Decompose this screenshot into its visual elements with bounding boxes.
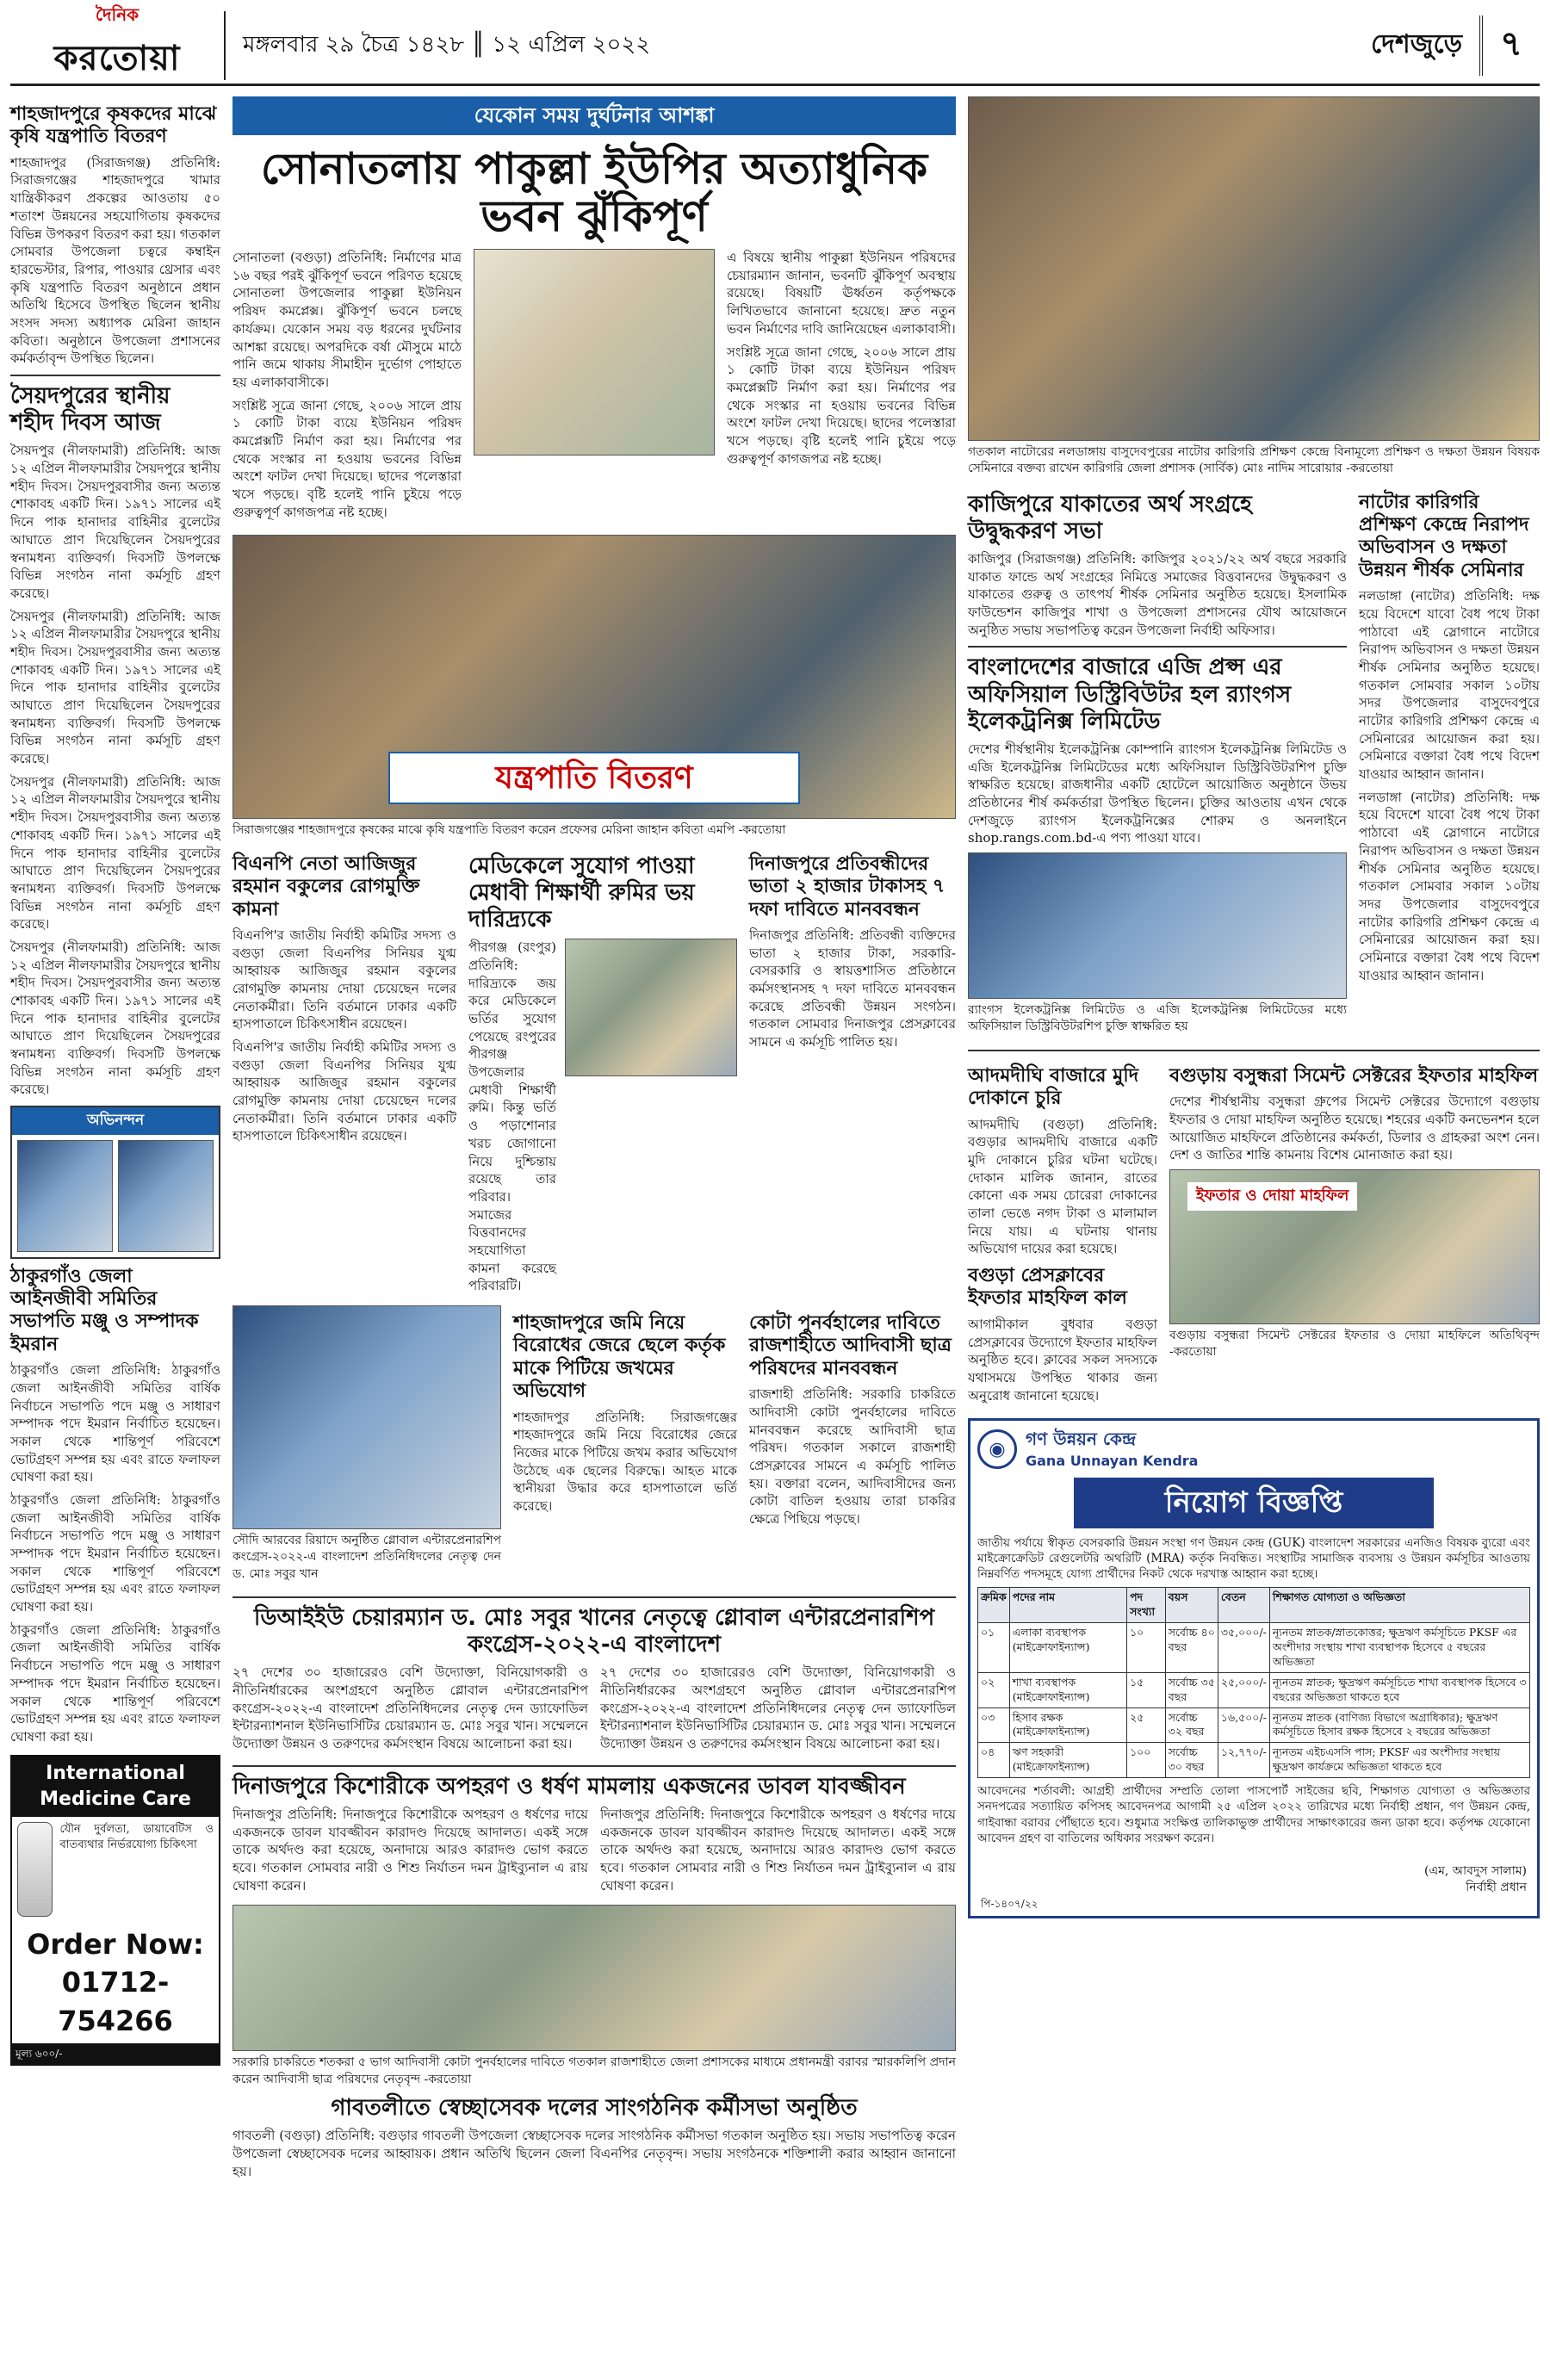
column-left [10, 96, 220, 2066]
column-center [232, 96, 956, 2185]
column-right [968, 96, 1540, 1918]
signatory-title: নির্বাহী প্রধান [1466, 1881, 1527, 1895]
story-body: ২৭ দেশের ৩০ হাজারেরও বেশি উদ্যোক্তা, বিনিয়োগকারী ও নীতিনির্ধারকের অংশগ্রহণে অনুষ্ঠিত গ্লোবাল এন্টারপ্রেনারশিপ কংগ্রেস-২০২২-এ বাংলাদেশ প্রতিনিধিদলের নেতৃত্ব দেন ড্যাফোডিল ইন্টারন্যাশনাল ইউনিভার্সিটির চেয়ারম্যান ড. মোঃ সবুর খান। সম্মেলনে উদ্যোক্তা উন্নয়ন ও তরুণদের কর্মসংস্থান বিষয়ে আলোচনা করা হয়। [232, 1664, 588, 1752]
page-number: ৭ [1479, 15, 1540, 76]
vacancy-table-row [978, 1743, 1530, 1778]
vacancy-cell: এলাকা ব্যবস্থাপক (মাইক্রোফাইন্যান্স) [1009, 1623, 1126, 1673]
photo-caption: র‌্যাংগস ইলেকট্রনিক্স লিমিটেড ও এজি ইলেকট্রনিক্স লিমিটেডের মধ্যে অফিসিয়াল ডিস্ট্রিবিউটরশিপ চুক্তি স্বাক্ষরিত হয় [968, 1003, 1347, 1034]
photo-caption: বগুড়ায় বসুন্ধরা সিমেন্ট সেক্টরের ইফতার ও দোয়া মাহফিলে অতিথিবৃন্দ -করতোয়া [1169, 1328, 1540, 1360]
vacancy-cell: সর্বোচ্চ ৩৫ বছর [1165, 1672, 1218, 1708]
job-ad-conditions: আবেদনের শর্তাবলী: আগ্রহী প্রার্থীদের সম্প্রতি তোলা পাসপোর্ট সাইজের ছবি, শিক্ষাগত যোগ্যতা ও অভিজ্ঞতার সনদপত্রের সত্যায়িত কপিসহ আবেদনপত্র আগামী ২৫ এপ্রিল ২০২২ তারিখের মধ্যে নির্বাহী প্রধান, গণ উন্নয়ন কেন্দ্র, গাইবান্ধা বরাবর পৌঁছাতে হবে। শুধুমাত্র সংক্ষিপ্ত তালিকাভুক্ত প্রার্থীদের সাক্ষাৎকারের জন্য ডাকা হবে। কর্তৃপক্ষ যেকোনো আবেদন গ্রহণ বা বাতিলের অধিকার সংরক্ষণ করেন। [977, 1784, 1530, 1845]
student-photo [565, 939, 737, 1076]
vacancy-table [977, 1587, 1530, 1778]
vacancy-header-cell: পদের নাম [1009, 1588, 1126, 1623]
photo-caption: সরকারি চাকরিতে শতকরা ৫ ভাগ আদিবাসী কোটা পুনর্বহালের দাবিতে গতকাল রাজশাহীতে জেলা প্রশাসকের মাধ্যমে প্রধানমন্ত্রী বরাবর স্মারকলিপি প্রদান করেন আদিবাসী ছাত্র পরিষদের নেতৃবৃন্দ -করতোয়া [232, 2055, 956, 2086]
vacancy-cell: ৩৫,০০০/- [1218, 1623, 1269, 1673]
vacancy-table-row [978, 1708, 1530, 1743]
story-headline: ডিআইইউ চেয়ারম্যান ড. মোঃ সবুর খানের নেতৃত্বে গ্লোবাল এন্টারপ্রেনারশিপ কংগ্রেস-২০২২-এ বাংলাদেশ [253, 1604, 935, 1658]
vacancy-table-row [978, 1623, 1530, 1673]
story-body: সৈয়দপুর (নীলফামারী) প্রতিনিধি: আজ ১২ এপ্রিল নীলফামারীর সৈয়দপুরে স্থানীয় শহীদ দিবস। সৈয়দপুরবাসীর জন্য অত্যন্ত শোকাবহ একটি দিন। ১৯৭১ সালের এই দিনে পাক হানাদার বাহিনীর বুলেটের আঘাতে প্রাণ দিয়েছিলেন সৈয়দপুরের স্বনামধন্য ব্যক্তিবর্গ। দিবসটি উপলক্ষে বিভিন্ন সংগঠন নানা কর্মসূচি গ্রহণ করেছে। [10, 939, 220, 1098]
vacancy-cell: ০৩ [978, 1708, 1010, 1743]
event-banner: যন্ত্রপাতি বিতরণ [388, 752, 800, 805]
vacancy-cell: ০২ [978, 1672, 1010, 1708]
story-body: নলডাঙ্গা (নাটোর) প্রতিনিধি: দক্ষ হয়ে বিদেশে যাবো বৈধ পথে টাকা পাঠাবো এই স্লোগানে নাটোরে নিরাপদ অভিবাসন ও দক্ষতা উন্নয়ন শীর্ষক সেমিনার অনুষ্ঠিত হয়েছে। গতকাল সোমবার সকাল ১০টায় সদর উপজেলার বাসুদেবপুরে নাটোর কারিগরি প্রশিক্ষণ কেন্দ্রে এ সেমিনারের আয়োজন করা হয়। সেমিনারে বক্তারা বৈধ পথে বিদেশ যাওয়ার আহ্বান জানান। [1359, 588, 1540, 783]
lawyer-photos [12, 1135, 219, 1257]
story-body: দেশের শীর্ষস্থানীয় ইলেকট্রনিক্স কোম্পানি র‌্যাংগস ইলেকট্রনিক্স লিমিটেড ও এজি ইলেকট্রনিক্স লিমিটেডের মধ্যে অফিসিয়াল ডিস্ট্রিবিউটরশিপ চুক্তি স্বাক্ষরিত হয়েছে। রাজধানীর একটি হোটেলে আয়োজিত অনুষ্ঠানে উভয় প্রতিষ্ঠানের শীর্ষ কর্মকর্তারা উপস্থিত ছিলেন। চুক্তির আওতায় এখন থেকে দেশজুড়ে র‌্যাংগস ইলেকট্রনিক্সের শোরুম ও অনলাইনে shop.rangs.com.bd-এ পণ্য পাওয়া যাবে। [968, 741, 1347, 846]
logo-small: দৈনিক [95, 3, 140, 25]
vacancy-cell: ঋণ সহকারী (মাইক্রোফাইন্যান্স) [1009, 1743, 1126, 1778]
story-body: দিনাজপুর প্রতিনিধি: দিনাজপুরে কিশোরীকে অপহরণ ও ধর্ষণের দায়ে একজনকে ডাবল যাবজ্জীবন কারাদণ্ড দিয়েছে আদালত। একই সঙ্গে তাকে অর্থদণ্ড করা হয়েছে, অনাদায়ে আরও কারাদণ্ড ভোগ করতে হবে। গতকাল সোমবার নারী ও শিশু নির্যাতন দমন ট্রাইব্যুনাল এ রায় ঘোষণা করেন। [232, 1806, 588, 1893]
story-body: আদমদীঘি (বগুড়া) প্রতিনিধি: বগুড়ার আদমদীঘি বাজারে একটি মুদি দোকানে চুরির ঘটনা ঘটেছে। দোকান মালিক জানান, রাতের কোনো এক সময় চোরেরা দোকানের তালা ভেঙে নগদ টাকা ও মালামাল নিয়ে যায়। এ ঘটনায় থানায় অভিযোগ দায়ের করা হয়েছে। [968, 1116, 1157, 1257]
story-body: এ বিষয়ে স্থানীয় পাকুল্লা ইউনিয়ন পরিষদের চেয়ারম্যান জানান, ভবনটি ঝুঁকিপূর্ণ অবস্থায় রয়েছে। বিষয়টি ঊর্ধ্বতন কর্তৃপক্ষকে লিখিতভাবে জানানো হয়েছে। দ্রুত নতুন ভবন নির্মাণের দাবি জানিয়েছেন এলাকাবাসী। [727, 250, 956, 337]
organization-name-en: Gana Unnayan Kendra [1026, 1452, 1199, 1469]
vacancy-cell: ১৬,৫০০/- [1218, 1708, 1269, 1743]
photo-caption: সিরাজগঞ্জের শাহজাদপুরে কৃষকের মাঝে কৃষি যন্ত্রপাতি বিতরণ করেন প্রফেসর মেরিনা জাহান কবিতা এমপি -করতোয়া [232, 823, 786, 838]
vacancy-cell: শাখা ব্যবস্থাপক (মাইক্রোফাইন্যান্স) [1009, 1672, 1126, 1708]
story-body: ঠাকুরগাঁও জেলা প্রতিনিধি: ঠাকুরগাঁও জেলা আইনজীবী সমিতির বার্ষিক নির্বাচনে সভাপতি পদে মঞ্জু ও সাধারণ সম্পাদক পদে ইমরান নির্বাচিত হয়েছেন। সকাল থেকে শান্তিপূর্ণ পরিবেশে ভোটগ্রহণ সম্পন্ন হয় এবং রাতে ফলাফল ঘোষণা করা হয়। [10, 1491, 220, 1615]
story-headline: গাবতলীতে স্বেচ্ছাসেবক দলের সাংগঠনিক কর্মীসভা অনুষ্ঠিত [331, 2095, 858, 2122]
job-ad-title: নিয়োগ বিজ্ঞপ্তি [1074, 1478, 1434, 1528]
story-body: ঠাকুরগাঁও জেলা প্রতিনিধি: ঠাকুরগাঁও জেলা আইনজীবী সমিতির বার্ষিক নির্বাচনে সভাপতি পদে মঞ্জু ও সাধারণ সম্পাদক পদে ইমরান নির্বাচিত হয়েছেন। সকাল থেকে শান্তিপূর্ণ পরিবেশে ভোটগ্রহণ সম্পন্ন হয় এবং রাতে ফলাফল ঘোষণা করা হয়। [10, 1362, 220, 1485]
story-headline: শাহজাদপুরে জমি নিয়ে বিরোধের জেরে ছেলে কর্তৃক মাকে পিটিয়ে জখমের অভিযোগ [513, 1312, 726, 1403]
building-photo [474, 249, 715, 456]
story-body: ঠাকুরগাঁও জেলা প্রতিনিধি: ঠাকুরগাঁও জেলা আইনজীবী সমিতির বার্ষিক নির্বাচনে সভাপতি পদে মঞ্জু ও সাধারণ সম্পাদক পদে ইমরান নির্বাচিত হয়েছেন। সকাল থেকে শান্তিপূর্ণ পরিবেশে ভোটগ্রহণ সম্পন্ন হয় এবং রাতে ফলাফল ঘোষণা করা হয়। [10, 1621, 220, 1745]
divider [232, 1596, 956, 1598]
story-headline: বাংলাদেশের বাজারে এজি প্রপ্স এর অফিসিয়াল ডিস্ট্রিবিউটর হল র‌্যাংগস ইলেকট্রনিক্স লিমিটেড [968, 654, 1292, 734]
signatory-name: (এম, আবদুস সালাম) [1424, 1863, 1527, 1878]
medicine-bottle-image [17, 1822, 53, 1917]
vacancy-cell: ন্যূনতম স্নাতক/স্নাতকোত্তর; ক্ষুদ্রঋণ কর্মসূচিতে PKSF এর অংশীদার সংস্থায় শাখা ব্যবস্থাপক হিসেবে ৫ বছরের অভিজ্ঞতা [1269, 1623, 1529, 1673]
vacancy-cell: ২৫,০০০/- [1218, 1672, 1269, 1708]
story-body: দিনাজপুর প্রতিনিধি: প্রতিবন্ধী ব্যক্তিদের ভাতা ২ হাজার টাকা, সরকারি-বেসরকারি ও স্বায়ত্তশাসিত প্রতিষ্ঠানে কর্মসংস্থানসহ ৭ দফা দাবিতে মানববন্ধন করেছে প্রতিবন্ধী উন্নয়ন সংগঠন। গতকাল সোমবার দিনাজপুর প্রেসক্লাবের সামনে এ কর্মসূচি পালিত হয়। [749, 927, 956, 1051]
story-body: বিএনপি'র জাতীয় নির্বাহী কমিটির সদস্য ও বগুড়া জেলা বিএনপির সিনিয়র যুগ্ম আহ্বায়ক আজিজুর রহমান বকুলের রোগমুক্তি কামনায় দোয়া চেয়েছেন দলের নেতাকর্মীরা। তিনি বর্তমানে ঢাকার একটি হাসপাতালে চিকিৎসাধীন রয়েছেন। [232, 1039, 456, 1144]
story-body: সৈয়দপুর (নীলফামারী) প্রতিনিধি: আজ ১২ এপ্রিল নীলফামারীর সৈয়দপুরে স্থানীয় শহীদ দিবস। সৈয়দপুরবাসীর জন্য অত্যন্ত শোকাবহ একটি দিন। ১৯৭১ সালের এই দিনে পাক হানাদার বাহিনীর বুলেটের আঘাতে প্রাণ দিয়েছিলেন সৈয়দপুরের স্বনামধন্য ব্যক্তিবর্গ। দিবসটি উপলক্ষে বিভিন্ন সংগঠন নানা কর্মসূচি গ্রহণ করেছে। [10, 773, 220, 933]
story-body: সংশ্লিষ্ট সূত্রে জানা গেছে, ২০০৬ সালে প্রায় ১ কোটি টাকা ব্যয়ে ইউনিয়ন পরিষদ কমপ্লেক্সটি নির্মাণ করা হয়। নির্মাণের পর থেকে সংস্কার না হওয়ায় ভবনের বিভিন্ন অংশে ফাটল দেখা দিয়েছে। ছাদের পলেস্তারা খসে পড়ছে। বৃষ্টি হলেই পানি চুইয়ে পড়ে গুরুত্বপূর্ণ কাগজপত্র নষ্ট হচ্ছে। [727, 344, 956, 467]
vacancy-cell: সর্বোচ্চ ৩০ বছর [1165, 1743, 1218, 1778]
story-body: নলডাঙ্গা (নাটোর) প্রতিনিধি: দক্ষ হয়ে বিদেশে যাবো বৈধ পথে টাকা পাঠাবো এই স্লোগানে নাটোরে নিরাপদ অভিবাসন ও দক্ষতা উন্নয়ন শীর্ষক সেমিনার অনুষ্ঠিত হয়েছে। গতকাল সোমবার সকাল ১০টায় সদর উপজেলার বাসুদেবপুরে নাটোর কারিগরি প্রশিক্ষণ কেন্দ্রে এ সেমিনারের আয়োজন করা হয়। সেমিনারে বক্তারা বৈধ পথে বিদেশ যাওয়ার আহ্বান জানান। [1359, 789, 1540, 983]
logo-big: করতোয়া [53, 38, 181, 78]
divider [10, 375, 220, 376]
conference-photo [232, 1305, 501, 1529]
vacancy-table-header-row [978, 1588, 1530, 1623]
masthead [10, 3, 1540, 86]
story-headline: কোটা পুনর্বহালের দাবিতে রাজশাহীতে আদিবাসী ছাত্র পরিষদের মানববন্ধন [749, 1312, 952, 1379]
story-body: দিনাজপুর প্রতিনিধি: দিনাজপুরে কিশোরীকে অপহরণ ও ধর্ষণের দায়ে একজনকে ডাবল যাবজ্জীবন কারাদণ্ড দিয়েছে আদালত। একই সঙ্গে তাকে অর্থদণ্ড করা হয়েছে, অনাদায়ে আরও কারাদণ্ড ভোগ করতে হবে। গতকাল সোমবার নারী ও শিশু নির্যাতন দমন ট্রাইব্যুনাল এ রায় ঘোষণা করেন। [600, 1806, 956, 1893]
medicine-ad-title: International Medicine Care [12, 1757, 219, 1818]
vacancy-cell: ০৪ [978, 1743, 1010, 1778]
vacancy-cell: সর্বোচ্চ ৪০ বছর [1165, 1623, 1218, 1673]
vacancy-cell: সর্বোচ্চ ৩২ বছর [1165, 1708, 1218, 1743]
photo-caption: সৌদি আরবের রিয়াদে অনুষ্ঠিত গ্লোবাল এন্টারপ্রেনারশিপ কংগ্রেস-২০২২-এ বাংলাদেশ প্রতিনিধিদলের নেতৃত্ব দেন ড. মোঃ সবুর খান [232, 1534, 501, 1581]
story-body: গাবতলী (বগুড়া) প্রতিনিধি: বগুড়ার গাবতলী উপজেলা স্বেচ্ছাসেবক দলের সাংগঠনিক কর্মীসভা গতকাল অনুষ্ঠিত হয়। সভায় সভাপতিত্ব করেন উপজেলা স্বেচ্ছাসেবক দলের আহ্বায়ক। প্রধান অতিথি ছিলেন জেলা বিএনপির নেতৃবৃন্দ। সভায় সংগঠনকে শক্তিশালী করার আহ্বান জানানো হয়। [232, 2128, 956, 2179]
newspaper-logo [10, 3, 226, 80]
story-headline: মেডিকেলে সুযোগ পাওয়া মেধাবী শিক্ষার্থী রুমির ভয় দারিদ্র্যকে [468, 852, 695, 933]
story-body: সৈয়দপুর (নীলফামারী) প্রতিনিধি: আজ ১২ এপ্রিল নীলফামারীর সৈয়দপুরে স্থানীয় শহীদ দিবস। সৈয়দপুরবাসীর জন্য অত্যন্ত শোকাবহ একটি দিন। ১৯৭১ সালের এই দিনে পাক হানাদার বাহিনীর বুলেটের আঘাতে প্রাণ দিয়েছিলেন সৈয়দপুরের স্বনামধন্য ব্যক্তিবর্গ। দিবসটি উপলক্ষে বিভিন্ন সংগঠন নানা কর্মসূচি গ্রহণ করেছে। [10, 443, 220, 601]
rally-photo [232, 1905, 956, 2051]
lead-kicker: যেকোন সময় দুর্ঘটনার আশঙ্কা [232, 96, 956, 135]
vacancy-cell: ন্যূনতম স্নাতক (বাণিজ্য বিভাগে অগ্রাধিকার); ক্ষুদ্রঋণ কর্মসূচিতে হিসাব রক্ষক হিসেবে ২ বছরের অভিজ্ঞতা [1269, 1708, 1529, 1743]
portrait-photo [17, 1140, 113, 1252]
medicine-advertisement [10, 1755, 220, 2067]
agreement-photo [968, 852, 1347, 999]
portrait-photo [118, 1140, 214, 1252]
story-body: দেশের শীর্ষস্থানীয় বসুন্ধরা গ্রুপের সিমেন্ট সেক্টরের উদ্যোগে বগুড়ায় ইফতার ও দোয়া মাহফিল অনুষ্ঠিত হয়েছে। শহরের একটি কনভেনশন হলে আয়োজিত মাহফিলে প্রতিষ্ঠানের কর্মকর্তা, ডিলার ও গ্রাহকরা অংশ নেন। দেশ ও জাতির শান্তি কামনায় বিশেষ মোনাজাত করা হয়। [1169, 1094, 1540, 1163]
divider [232, 1765, 956, 1767]
photo-caption: গতকাল নাটোরের নলডাঙ্গায় বাসুদেবপুরের নাটোর কারিগরি প্রশিক্ষণ কেন্দ্রে বিনামূল্যে প্রশিক্ষণ ও দক্ষতা উন্নয়ন বিষয়ক সেমিনারে বক্তব্য রাখেন কারিগরি জেলা প্রশাসক (সার্বিক) মোঃ নাদিম সারোয়ার -করতোয়া [968, 445, 1540, 476]
story-headline: ঠাকুরগাঁও জেলা আইনজীবী সমিতির সভাপতি মঞ্জু ও সম্পাদক ইমরান [10, 1265, 199, 1355]
medicine-price: মূল্য ৬০০/- [12, 2043, 219, 2065]
organization-logo-icon: ◉ [977, 1429, 1017, 1469]
seminar-photo [968, 96, 1540, 441]
job-ad-signature [970, 1858, 1537, 1916]
vacancy-header-cell: পদ সংখ্যা [1127, 1588, 1166, 1623]
section-name: দেশজুড়ে [1371, 29, 1462, 59]
story-body: পীরগঞ্জ (রংপুর) প্রতিনিধি: দারিদ্র্যকে জয় করে মেডিকেলে ভর্তির সুযোগ পেয়েছে রংপুরের পীরগঞ্জ উপজেলার মেধাবী শিক্ষার্থী রুমি। কিন্তু ভর্তি ও পড়াশোনার খরচ জোগানো নিয়ে দুশ্চিন্তায় রয়েছে তার পরিবার। সমাজের বিত্তবানদের সহযোগিতা কামনা করেছে পরিবারটি। [468, 939, 556, 1294]
lead-headline: সোনাতলায় পাকুল্লা ইউপির অত্যাধুনিক ভবন ঝুঁকিপূর্ণ [260, 144, 928, 242]
vacancy-cell: ন্যূনতম স্নাতক; ক্ষুদ্রঋণ কর্মসূচিতে শাখা ব্যবস্থাপক হিসেবে ৩ বছরের অভিজ্ঞতা থাকতে হবে [1269, 1672, 1529, 1708]
lawyer-box-heading: অভিনন্দন [12, 1107, 219, 1134]
iftar-banner: ইফতার ও দোয়া মাহফিল [1187, 1182, 1357, 1211]
job-ad-intro: জাতীয় পর্যায়ে স্বীকৃত বেসরকারি উন্নয়ন সংস্থা গণ উন্নয়ন কেন্দ্র (GUK) বাংলাদেশ সরকারের এনজিও বিষয়ক ব্যুরো এবং মাইক্রোক্রেডিট রেগুলেটরি অথরিটি (MRA) কর্তৃক নিবন্ধিত। সংস্থাটির সামাজিক ব্যবসায় ও উন্নয়ন কর্মসূচির আওতায় নিম্নবর্ণিত পদসমূহে যোগ্য প্রার্থীদের নিকট থেকে দরখাস্ত আহ্বান করা হচ্ছে। [977, 1535, 1530, 1582]
vacancy-header-cell: ক্রমিক [978, 1588, 1010, 1623]
job-advertisement [968, 1418, 1540, 1918]
story-headline: কাজিপুরে যাকাতের অর্থ সংগ্রহে উদ্বুদ্ধকরণ সভা [968, 491, 1252, 544]
story-headline: বিএনপি নেতা আজিজুর রহমান বকুলের রোগমুক্তি কামনা [232, 852, 420, 920]
ad-reference: পি-১৪০৭/২২ [981, 1897, 1038, 1910]
organization-name-bn: গণ উন্নয়ন কেন্দ্র [1026, 1429, 1137, 1450]
divider [968, 1050, 1540, 1051]
vacancy-cell: ন্যূনতম এইচএসসি পাস; PKSF এর অংশীদার সংস্থায় ক্ষুদ্রঋণ কার্যক্রমে অভিজ্ঞতা থাকতে হবে [1269, 1743, 1529, 1778]
lawyer-photo-box [10, 1106, 220, 1258]
story-headline: নাটোর কারিগরি প্রশিক্ষণ কেন্দ্রে নিরাপদ অভিবাসন ও দক্ষতা উন্নয়ন শীর্ষক সেমিনার [1359, 491, 1529, 581]
vacancy-header-cell: বয়স [1165, 1588, 1218, 1623]
event-photo [232, 535, 956, 819]
vacancy-cell: ১২,৭৭০/- [1218, 1743, 1269, 1778]
story-headline: বগুড়ায় বসুন্ধরা সিমেন্ট সেক্টরের ইফতার মাহফিল [1169, 1064, 1539, 1087]
vacancy-cell: হিসাব রক্ষক (মাইক্রোফাইন্যান্স) [1009, 1708, 1126, 1743]
vacancy-cell: ১০ [1127, 1623, 1166, 1673]
vacancy-cell: ২৫ [1127, 1708, 1166, 1743]
story-headline: আদমদীঘি বাজারে মুদি দোকানে চুরি [968, 1064, 1139, 1110]
vacancy-cell: ১০০ [1127, 1743, 1166, 1778]
vacancy-cell: ১৫ [1127, 1672, 1166, 1708]
dateline: মঙ্গলবার ২৯ চৈত্র ১৪২৮ ║ ১২ এপ্রিল ২০২২ [243, 31, 651, 58]
story-body: রাজশাহী প্রতিনিধি: সরকারি চাকরিতে আদিবাসী কোটা পুনর্বহালের দাবিতে মানববন্ধন করেছে আদিবাসী ছাত্র পরিষদ। গতকাল সকালে রাজশাহী প্রেসক্লাবের সামনে এ কর্মসূচি পালিত হয়। বক্তারা বলেন, আদিবাসীদের জন্য কোটা বাতিল হওয়ায় তারা চাকরির ক্ষেত্রে পিছিয়ে পড়ছে। [749, 1386, 956, 1528]
job-ad-body [970, 1528, 1537, 1858]
story-body: বিএনপি'র জাতীয় নির্বাহী কমিটির সদস্য ও বগুড়া জেলা বিএনপির সিনিয়র যুগ্ম আহ্বায়ক আজিজুর রহমান বকুলের রোগমুক্তি কামনায় দোয়া চেয়েছেন দলের নেতাকর্মীরা। তিনি বর্তমানে ঢাকার একটি হাসপাতালে চিকিৎসাধীন রয়েছেন। [232, 927, 456, 1032]
story-headline: দিনাজপুরে কিশোরীকে অপহরণ ও ধর্ষণ মামলায় একজনের ডাবল যাবজ্জীবন [232, 1773, 906, 1800]
medicine-order-phone: Order Now: 01712-754266 [27, 1928, 204, 2037]
story-headline: দিনাজপুরে প্রতিবন্ধীদের ভাতা ২ হাজার টাকাসহ ৭ দফা দাবিতে মানববন্ধন [749, 852, 946, 920]
divider [968, 646, 1347, 648]
story-body: কাজিপুর (সিরাজগঞ্জ) প্রতিনিধি: কাজিপুর ২০২১/২২ অর্থ বছরে সরকারি যাকাত ফান্ডে অর্থ সংগ্রহের নিমিত্তে সমাজের বিত্তবানদের উদ্বুদ্ধকরণ ও যাকাতের গুরুত্ব ও তাৎপর্য শীর্ষক সেমিনার অনুষ্ঠিত হয়েছে। ইসলামিক ফাউন্ডেশন কাজিপুর শাখা ও উপজেলা প্রশাসনের যৌথ আয়োজনে অনুষ্ঠিত সভায় সভাপতিত্ব করেন উপজেলা নির্বাহী অফিসার। [968, 551, 1347, 638]
story-body: শাহজাদপুর (সিরাজগঞ্জ) প্রতিনিধি: সিরাজগঞ্জের শাহজাদপুরে খামার যান্ত্রিকীকরণ প্রকল্পের আওতায় ৫০ শতাংশ উন্নয়নের সহযোগিতায় কৃষকদের বিভিন্ন উপকরণ বিতরণ করা হয়। গতকাল সোমবার উপজেলা চত্বরে কম্বাইন হারভেস্টার, রিপার, পাওয়ার থ্রেসার এবং কৃষি যন্ত্রপাতি বিতরণ অনুষ্ঠানে প্রধান অতিথি হিসেবে উপস্থিত ছিলেন স্থানীয় সংসদ সদস্য অধ্যাপক মেরিনা জাহান কবিতা। অনুষ্ঠানে উপজেলা প্রশাসনের কর্মকর্তাবৃন্দ উপস্থিত ছিলেন। [10, 154, 220, 367]
story-body: সৈয়দপুর (নীলফামারী) প্রতিনিধি: আজ ১২ এপ্রিল নীলফামারীর সৈয়দপুরে স্থানীয় শহীদ দিবস। সৈয়দপুরবাসীর জন্য অত্যন্ত শোকাবহ একটি দিন। ১৯৭১ সালের এই দিনে পাক হানাদার বাহিনীর বুলেটের আঘাতে প্রাণ দিয়েছিলেন সৈয়দপুরের স্বনামধন্য ব্যক্তিবর্গ। দিবসটি উপলক্ষে বিভিন্ন সংগঠন নানা কর্মসূচি গ্রহণ করেছে। [10, 608, 220, 767]
vacancy-cell: ০১ [978, 1623, 1010, 1673]
job-ad-header [970, 1421, 1537, 1478]
story-body: আগামীকাল বুধবার বগুড়া প্রেসক্লাবের উদ্যোগে ইফতার মাহফিল অনুষ্ঠিত হবে। ক্লাবের সকল সদস্যকে যথাসময়ে উপস্থিত থাকার জন্য অনুরোধ জানানো হয়েছে। [968, 1316, 1157, 1404]
story-body: শাহজাদপুর প্রতিনিধি: সিরাজগঞ্জের শাহজাদপুরে জমি নিয়ে বিরোধের জেরে নিজের মাকে পিটিয়ে জখম করার অভিযোগ উঠেছে এক ছেলের বিরুদ্ধে। আহত মাকে স্থানীয়রা উদ্ধার করে হাসপাতালে ভর্তি করেছে। [513, 1409, 737, 1515]
medicine-ad-body [12, 1817, 219, 1922]
iftar-photo [1169, 1169, 1540, 1324]
medicine-ad-text: যৌন দুর্বলতা, ডায়াবেটিস ও বাতব্যথার নির্ভরযোগ্য চিকিৎসা [59, 1823, 214, 1852]
vacancy-header-cell: শিক্ষাগত যোগ্যতা ও অভিজ্ঞতা [1269, 1588, 1529, 1623]
vacancy-table-row [978, 1672, 1530, 1708]
story-headline: বগুড়া প্রেসক্লাবের ইফতার মাহফিল কাল [968, 1265, 1127, 1310]
story-body: সংশ্লিষ্ট সূত্রে জানা গেছে, ২০০৬ সালে প্রায় ১ কোটি টাকা ব্যয়ে ইউনিয়ন পরিষদ কমপ্লেক্সটি নির্মাণ করা হয়। নির্মাণের পর থেকে সংস্কার না হওয়ায় ভবনের বিভিন্ন অংশে ফাটল দেখা দিয়েছে। ছাদের পলেস্তারা খসে পড়ছে। বৃষ্টি হলেই পানি চুইয়ে পড়ে গুরুত্বপূর্ণ কাগজপত্র নষ্ট হচ্ছে। [232, 397, 462, 520]
vacancy-header-cell: বেতন [1218, 1588, 1269, 1623]
story-body: সোনাতলা (বগুড়া) প্রতিনিধি: নির্মাণের মাত্র ১৬ বছর পরই ঝুঁকিপূর্ণ ভবনে পরিণত হয়েছে সোনাতলা উপজেলার পাকুল্লা ইউনিয়ন পরিষদ কমপ্লেক্স। ঝুঁকিপূর্ণ ভবনে চলছে কার্যক্রম। যেকোন সময় বড় ধরনের দুর্ঘটনার আশঙ্কা রয়েছে। অপরদিকে বর্ষা মৌসুমে মাঠে পানি জমে থাকায় সীমাহীন দুর্ভোগ পোহাতে হয় এলাকাবাসীকে। [232, 250, 462, 390]
story-headline: সৈয়দপুরের স্থানীয় শহীদ দিবস আজ [10, 383, 170, 437]
story-headline: শাহজাদপুরে কৃষকদের মাঝে কৃষি যন্ত্রপাতি বিতরণ [10, 103, 217, 148]
story-body: ২৭ দেশের ৩০ হাজারেরও বেশি উদ্যোক্তা, বিনিয়োগকারী ও নীতিনির্ধারকের অংশগ্রহণে অনুষ্ঠিত গ্লোবাল এন্টারপ্রেনারশিপ কংগ্রেস-২০২২-এ বাংলাদেশ প্রতিনিধিদলের নেতৃত্ব দেন ড্যাফোডিল ইন্টারন্যাশনাল ইউনিভার্সিটির চেয়ারম্যান ড. মোঃ সবুর খান। সম্মেলনে উদ্যোক্তা উন্নয়ন ও তরুণদের কর্মসংস্থান বিষয়ে আলোচনা করা হয়। [600, 1664, 956, 1752]
